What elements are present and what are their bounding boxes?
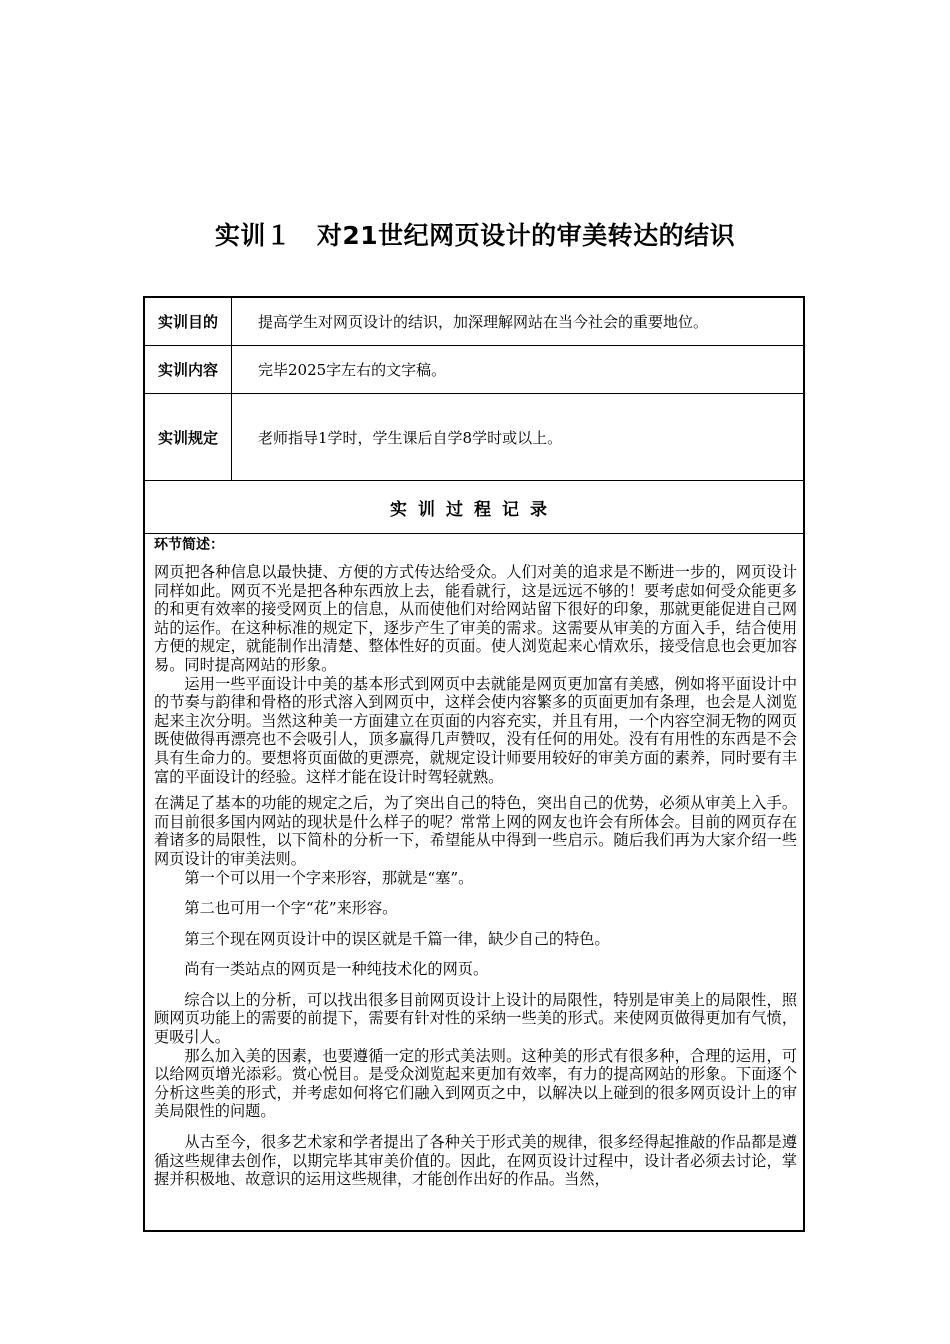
paragraph: 综合以上的分析，可以找出很多目前网页设计上设计的局限性，特别是审美上的局限性，照顾网页功能上的需要的前提下，需要有针对性的采纳一些美的形式。来使网页做得更加有气愤，更吸引人。 — [154, 990, 797, 1047]
paragraph: 网页把各种信息以最快捷、方便的方式传达给受众。人们对美的追求是不断进一步的，网页设计同样如此。网页不光是把各种东西放上去，能看就行，这是远远不够的！要考虑如何受众能更多的和更有效率的接受网页上的信息，从而使他们对给网站留下很好的印象，那就更能促进自己网站的运作。在这种标准的规定下，逐步产生了审美的需求。这需要从审美的方面入手，结合使用方便的规定，就能制作出清楚、整体性好的页面。使人浏览起来心情欢乐，接受信息也会更加容易。同时提高网站的形象。 — [154, 563, 797, 674]
section-label: 环节简述： — [154, 537, 224, 553]
row-label-objective: 实训目的 — [145, 298, 232, 345]
paragraph: 尚有一类站点的网页是一种纯技术化的网页。 — [184, 960, 489, 979]
paragraph: 从古至今，很多艺术家和学者提出了各种关于形式美的规律，很多经得起推敲的作品都是遵循这些规律去创作，以期完毕其审美价值的。因此，在网页设计过程中，设计者必须去讨论，掌握并积极地、故意识的运用这些规律，才能创作出好的作品。当然， — [154, 1133, 797, 1189]
page-title: 实训１ 对21世纪网页设计的审美转达的结识 — [214, 221, 736, 250]
record-heading: 实训过程记录 — [145, 481, 803, 534]
row-value-requirement: 老师指导1学时，学生课后自学8学时或以上。 — [258, 428, 563, 447]
training-record-table — [143, 296, 805, 1232]
table-row-content — [145, 346, 803, 394]
row-label-content: 实训内容 — [145, 346, 232, 393]
table-row-requirement — [145, 394, 803, 481]
row-label-requirement: 实训规定 — [145, 394, 232, 480]
paragraph: 第三个现在网页设计中的误区就是千篇一律，缺少自己的特色。 — [184, 929, 610, 948]
paragraph: 在满足了基本的功能的规定之后，为了突出自己的特色，突出自己的优势，必须从审美上入手。而目前很多国内网站的现状是什么样子的呢？常常上网的网友也许会有所体会。目前的网页存在着诸多的局限性，以下简朴的分析一下，希望能从中得到一些启示。随后我们再为大家介绍一些网页设计的审美法则。 — [154, 794, 797, 868]
paragraph: 运用一些平面设计中美的基本形式到网页中去就能是网页更加富有美感，例如将平面设计中的节奏与韵律和骨格的形式溶入到网页中，这样会使内容繁多的页面更加有条理，也会是人浏览起来主次分明。当然这种美一方面建立在页面的内容充实，并且有用，一个内容空洞无物的网页既使做得再漂亮也不会吸引人，顶多赢得几声赞叹，没有任何的用处。没有有用性的东西是不会具有生命力的。要想将页面做的更漂亮，就规定设计师要用较好的审美方面的素养，同时要有丰富的平面设计的经验。这样才能在设计时驾轻就熟。 — [154, 674, 797, 786]
paragraph: 第一个可以用一个字来形容，那就是“塞”。 — [184, 868, 474, 887]
table-row-objective — [145, 298, 803, 346]
row-value-content: 完毕2025字左右的文字稿。 — [258, 361, 447, 379]
record-body — [154, 536, 797, 1189]
row-value-objective: 提高学生对网页设计的结识，加深理解网站在当今社会的重要地位。 — [258, 313, 709, 331]
paragraph: 第二也可用一个字“花”来形容。 — [184, 899, 398, 918]
paragraph: 那么加入美的因素，也要遵循一定的形式美法则。这种美的形式有很多种，合理的运用，可以给网页增光添彩。赏心悦目。是受众浏览起来更加有效率，有力的提高网站的形象。下面逐个分析这些美的形式，并考虑如何将它们融入到网页之中，以解决以上碰到的很多网页设计上的审美局限性的问题。 — [154, 1046, 797, 1121]
